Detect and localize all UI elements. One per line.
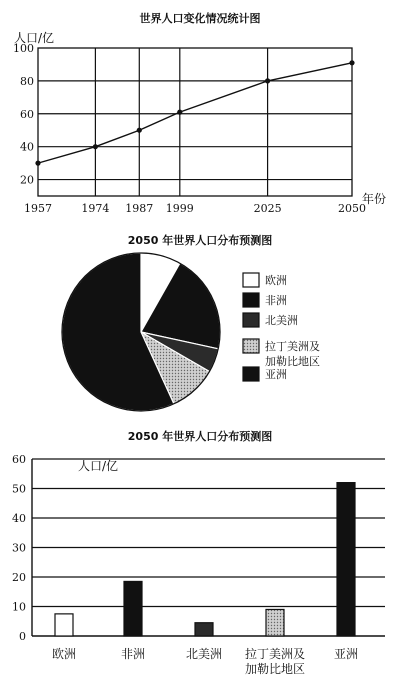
bar-chart-bar: [337, 483, 355, 636]
bar-chart-ytick: 30: [12, 541, 26, 555]
line-chart-series: [35, 60, 354, 166]
bar-chart-category-label: 非洲: [120, 647, 146, 661]
pie-legend: [243, 273, 320, 381]
bar-chart-bar: [266, 609, 284, 636]
line-chart-xtick: 1999: [165, 202, 194, 215]
bar-chart-bar: [55, 614, 73, 636]
line-chart-frame: [38, 48, 352, 196]
line-chart-grid: [38, 48, 352, 196]
line-chart-xtick: 1957: [24, 202, 52, 215]
pie-legend-swatch: [243, 273, 259, 287]
bar-chart-title: 2050 年世界人口分布预测图: [127, 430, 273, 443]
pie-legend-label: 欧洲: [265, 274, 287, 287]
line-chart-xlabel: 年份: [362, 192, 387, 206]
bar-chart-bar: [195, 623, 213, 636]
line-chart-series-line: [38, 63, 352, 163]
line-chart-xtick: 1987: [125, 202, 154, 215]
line-chart-ytick: 20: [20, 173, 34, 187]
pie-legend-swatch: [243, 367, 259, 381]
bar-chart-ytick: 0: [19, 630, 26, 643]
bar-chart-category-label: 加勒比地区: [244, 662, 306, 676]
line-chart-point: [349, 60, 354, 65]
line-chart-ylabel: 人口/亿: [14, 31, 55, 45]
pie-legend-label: 非洲: [265, 294, 287, 307]
bar-chart-ytick: 40: [12, 512, 26, 525]
bar-chart: [12, 429, 385, 676]
line-chart-ytick: 40: [20, 140, 34, 154]
bar-chart-categories: [52, 646, 358, 676]
line-chart-title: 世界人口变化情况统计图: [139, 12, 261, 25]
line-chart-point: [265, 78, 270, 83]
pie-legend-label: 北美洲: [265, 314, 298, 327]
bar-chart-ytick: 50: [12, 482, 26, 496]
bar-chart-ytick: 20: [12, 571, 26, 584]
bar-chart-ticks: [12, 453, 26, 643]
bar-chart-category-label: 北美洲: [185, 647, 223, 661]
line-chart-point: [93, 144, 98, 149]
line-chart-ticks: [13, 42, 366, 215]
bar-chart-bar: [124, 581, 142, 636]
pie-legend-label: 亚洲: [265, 368, 287, 381]
line-chart-xtick: 2050: [338, 202, 366, 215]
bar-chart-ytick: 60: [12, 453, 26, 466]
line-chart-ytick: 60: [20, 107, 34, 121]
line-chart-point: [35, 161, 40, 166]
pie-legend-label: 加勒比地区: [265, 355, 320, 368]
line-chart-point: [137, 128, 142, 133]
line-chart: [13, 11, 386, 215]
pie-legend-swatch: [243, 339, 259, 353]
pie-chart-title: 2050 年世界人口分布预测图: [127, 234, 273, 247]
line-chart-xtick: 1974: [81, 202, 110, 215]
pie-legend-swatch: [243, 313, 259, 327]
bar-chart-category-label: 欧洲: [51, 647, 77, 661]
bar-chart-bars: [55, 483, 355, 636]
bar-chart-ytick: 10: [12, 600, 26, 614]
bar-chart-category-label: 拉丁美洲及: [244, 647, 306, 661]
line-chart-ytick: 100: [13, 42, 34, 55]
bar-chart-ylabel: 人口/亿: [78, 459, 119, 473]
pie-legend-label: 拉丁美洲及: [265, 340, 320, 353]
pie-legend-swatch: [243, 293, 259, 307]
bar-chart-category-label: 亚洲: [333, 647, 359, 661]
line-chart-xtick: 2025: [253, 202, 282, 215]
pie-slices: [62, 253, 220, 411]
bar-chart-grid: [32, 459, 385, 636]
pie-chart: [62, 233, 320, 411]
line-chart-ytick: 80: [20, 74, 34, 88]
line-chart-point: [177, 110, 182, 115]
